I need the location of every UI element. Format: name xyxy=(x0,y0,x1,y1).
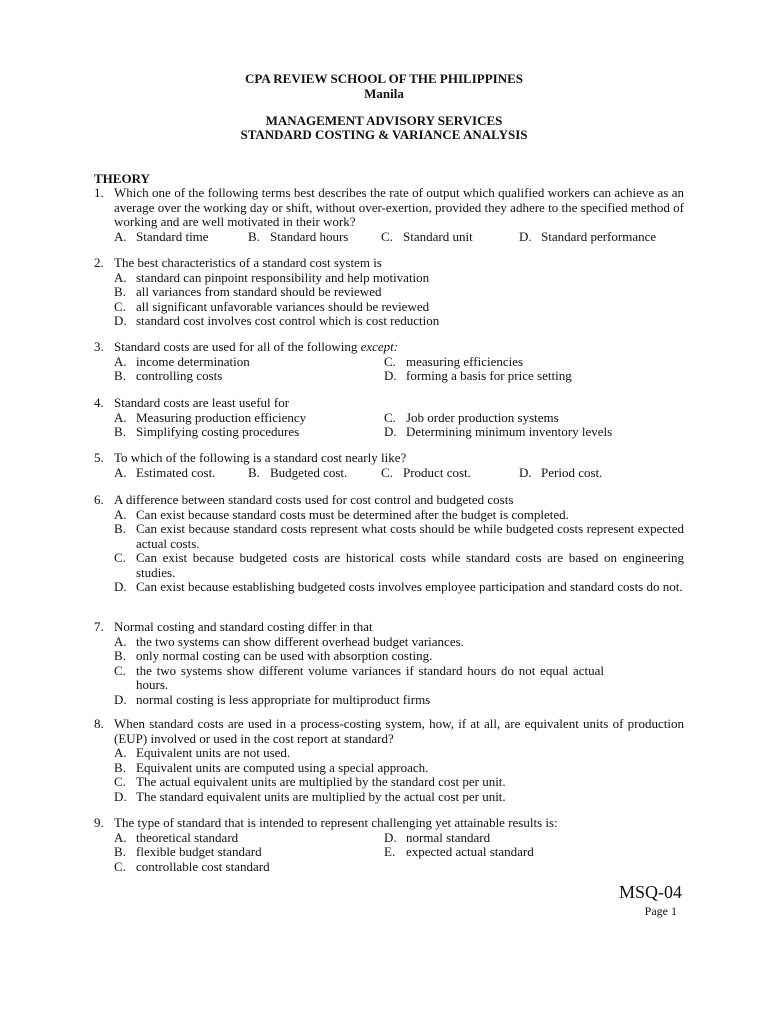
option-letter: A. xyxy=(114,228,127,244)
question-9 xyxy=(94,816,684,874)
question-number: 6. xyxy=(94,492,104,507)
option-letter: B. xyxy=(114,368,126,383)
option-letter: A. xyxy=(114,633,127,649)
question-number: 1. xyxy=(94,185,104,200)
option-text: Equivalent units are not used. xyxy=(136,745,291,760)
option-text: standard can pinpoint responsibility and help motivation xyxy=(136,269,430,285)
option-letter: B. xyxy=(114,759,126,775)
option-letter: C. xyxy=(114,662,126,678)
question-text-main: Standard costs are used for all of the following xyxy=(114,339,358,354)
option-text: Estimated cost. xyxy=(136,464,216,480)
option-letter: A. xyxy=(114,269,127,285)
option-letter: A. xyxy=(114,745,127,760)
option-text: Determining minimum inventory levels xyxy=(406,424,613,439)
option-text: Can exist because budgeted costs are historical costs while standard costs are based on engineering studies. xyxy=(136,550,684,580)
option-letter: C. xyxy=(114,858,126,874)
options xyxy=(114,271,684,329)
option-letter: B. xyxy=(114,521,126,536)
option-text: standard cost involves cost control which is cost reduction xyxy=(136,313,440,328)
question-text: The best characteristics of a standard cost system is xyxy=(114,255,382,270)
section-title: THEORY xyxy=(94,171,150,186)
question-number: 4. xyxy=(94,395,104,410)
option-letter: D. xyxy=(384,424,397,439)
option-letter: B. xyxy=(114,284,126,299)
options xyxy=(114,831,684,875)
option-letter: C. xyxy=(114,550,126,565)
question-2 xyxy=(94,256,684,329)
question-5 xyxy=(94,451,684,480)
option-text: the two systems can show different overhead budget variances. xyxy=(136,633,464,649)
option-text: theoretical standard xyxy=(136,829,239,845)
option-text: Equivalent units are computed using a special approach. xyxy=(136,759,429,775)
question-8 xyxy=(94,717,684,804)
question-text: Normal costing and standard costing differ in that xyxy=(114,619,373,634)
option-letter: C. xyxy=(384,409,396,425)
option-text: Standard performance xyxy=(541,228,657,244)
question-text: The type of standard that is intended to represent challenging yet attainable results is: xyxy=(114,815,558,830)
option-text: Period cost. xyxy=(541,464,603,480)
option-letter: C. xyxy=(381,464,393,480)
option-letter: D. xyxy=(384,368,397,383)
option-text: Can exist because standard costs represent what costs should be while budgeted costs represent expected actual costs. xyxy=(136,521,684,551)
subject-title: MANAGEMENT ADVISORY SERVICES xyxy=(265,113,503,128)
option-letter: A. xyxy=(114,829,127,845)
question-text: Which one of the following terms best describes the rate of output which qualified workers can achieve as an average over the working day or shift, without over-exertion, provided they adhere to the specified method of working and are well motivated in their work? xyxy=(114,185,684,229)
question-text xyxy=(114,340,684,355)
option-text: forming a basis for price setting xyxy=(406,368,572,383)
question-number: 2. xyxy=(94,255,104,270)
option-text: Measuring production efficiency xyxy=(136,409,307,425)
option-letter: D. xyxy=(519,228,532,244)
options xyxy=(114,230,684,245)
option-text: Simplifying costing procedures xyxy=(136,424,300,439)
option-letter: D. xyxy=(114,691,127,707)
options xyxy=(114,466,684,481)
option-text: Job order production systems xyxy=(406,409,559,425)
question-text: To which of the following is a standard cost nearly like? xyxy=(114,450,407,465)
question-text: Standard costs are least useful for xyxy=(114,395,290,410)
option-letter: A. xyxy=(114,506,127,522)
options xyxy=(114,635,684,708)
option-text: income determination xyxy=(136,353,250,369)
option-letter: C. xyxy=(114,298,126,314)
option-text: expected actual standard xyxy=(406,844,534,859)
option-letter: C. xyxy=(384,353,396,369)
option-text: all significant unfavorable variances should be reviewed xyxy=(136,298,430,314)
option-letter: E. xyxy=(384,844,396,859)
option-text: Standard hours xyxy=(270,228,349,244)
option-text: only normal costing can be used with absorption costing. xyxy=(136,648,433,663)
option-text: controllable cost standard xyxy=(136,858,270,874)
option-letter: B. xyxy=(114,424,126,439)
option-text: normal costing is less appropriate for multiproduct firms xyxy=(136,691,431,707)
question-text-emphasis: except: xyxy=(360,339,399,354)
option-letter: A. xyxy=(114,409,127,425)
option-text: normal standard xyxy=(406,829,491,845)
option-letter: B. xyxy=(248,464,260,480)
question-number: 3. xyxy=(94,339,104,354)
options xyxy=(114,746,684,804)
option-letter: C. xyxy=(381,228,393,244)
option-text: the two systems show different volume variances if standard hours do not equal actual hours. xyxy=(136,662,604,692)
option-text: Can exist because standard costs must be determined after the budget is completed. xyxy=(136,506,569,522)
question-6 xyxy=(94,493,684,595)
option-letter: D. xyxy=(114,788,127,804)
topic-title: STANDARD COSTING & VARIANCE ANALYSIS xyxy=(240,127,528,142)
option-letter: D. xyxy=(114,313,127,328)
school-name: CPA REVIEW SCHOOL OF THE PHILIPPINES xyxy=(245,71,523,86)
option-text: The standard equivalent units are multiplied by the actual cost per unit. xyxy=(136,788,506,804)
question-3 xyxy=(94,340,684,384)
option-letter: B. xyxy=(114,648,126,663)
option-text: all variances from standard should be reviewed xyxy=(136,284,382,299)
option-text: Budgeted cost. xyxy=(270,464,348,480)
option-letter: A. xyxy=(114,353,127,369)
option-letter: D. xyxy=(384,829,397,845)
question-number: 5. xyxy=(94,450,104,465)
option-letter: D. xyxy=(114,579,127,594)
option-text: flexible budget standard xyxy=(136,844,262,859)
option-letter: C. xyxy=(114,774,126,789)
question-number: 8. xyxy=(94,716,104,731)
school-city: Manila xyxy=(364,86,404,101)
option-text: The actual equivalent units are multiplied by the standard cost per unit. xyxy=(136,774,506,789)
option-text: Standard unit xyxy=(403,228,473,244)
question-text: When standard costs are used in a process-costing system, how, if at all, are equivalent units of production (EUP) involved or used in the cost report at standard? xyxy=(114,716,684,746)
page-number: Page 1 xyxy=(644,904,677,918)
option-text: Product cost. xyxy=(403,464,471,480)
option-letter: B. xyxy=(248,228,260,244)
option-letter: D. xyxy=(519,464,532,480)
options xyxy=(114,355,684,384)
question-number: 9. xyxy=(94,815,104,830)
document-code: MSQ-04 xyxy=(618,882,682,902)
options xyxy=(114,508,684,595)
question-7 xyxy=(94,620,684,707)
option-text: measuring efficiencies xyxy=(406,353,524,369)
option-text: controlling costs xyxy=(136,368,223,383)
option-letter: B. xyxy=(114,844,126,859)
question-number: 7. xyxy=(94,619,104,634)
option-letter: A. xyxy=(114,464,127,480)
option-text: Can exist because establishing budgeted costs involves employee participation and standard costs do not. xyxy=(136,579,683,594)
question-4 xyxy=(94,396,684,440)
options xyxy=(114,411,684,440)
question-1 xyxy=(94,186,684,244)
option-text: Standard time xyxy=(136,228,209,244)
question-text: A difference between standard costs used for cost control and budgeted costs xyxy=(114,492,514,507)
